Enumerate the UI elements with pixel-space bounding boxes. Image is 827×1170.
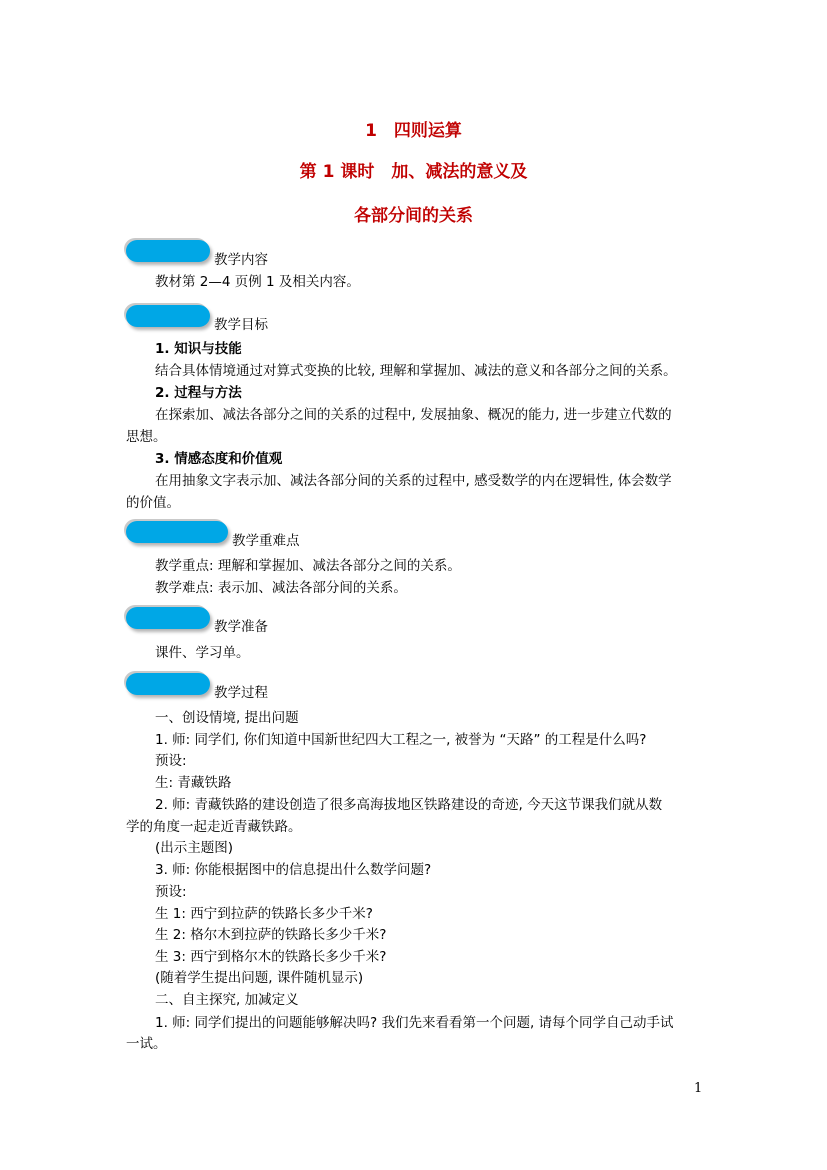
section-content bbox=[126, 240, 426, 270]
process-line: 2. 师: 青藏铁路的建设创造了很多高海拔地区铁路建设的奇迹, 今天这节课我们就从数 bbox=[155, 797, 663, 813]
goal-2-text: 在探索加、减法各部分之间的关系的过程中, 发展抽象、概况的能力, 进一步建立代数的 bbox=[155, 407, 672, 423]
process-line: 学的角度一起走近青藏铁路。 bbox=[126, 819, 302, 835]
section-goals bbox=[126, 305, 426, 335]
process-line: 1. 师: 同学们, 你们知道中国新世纪四大工程之一, 被誉为 “天路” 的工程是什么吗? bbox=[155, 732, 647, 748]
goal-3-text-cont: 的价值。 bbox=[126, 495, 180, 511]
section-keypoints bbox=[126, 521, 426, 551]
process-line: 生 3: 西宁到格尔木的铁路长多少千米? bbox=[155, 949, 387, 965]
process-line: 一试。 bbox=[126, 1036, 167, 1052]
section-label: 教学重难点 bbox=[232, 533, 300, 549]
goal-1-heading: 1. 知识与技能 bbox=[155, 341, 242, 357]
section-badge bbox=[126, 240, 210, 262]
section-badge bbox=[126, 673, 210, 695]
section-label: 教学过程 bbox=[214, 685, 268, 701]
process-line: 生 1: 西宁到拉萨的铁路长多少千米? bbox=[155, 906, 373, 922]
key-point: 教学重点: 理解和掌握加、减法各部分之间的关系。 bbox=[155, 558, 461, 574]
process-line: 3. 师: 你能根据图中的信息提出什么数学问题? bbox=[155, 862, 432, 878]
process-line: (出示主题图) bbox=[155, 840, 234, 856]
section-badge bbox=[126, 607, 210, 629]
goal-2-text-cont: 思想。 bbox=[126, 429, 167, 445]
prep-text: 课件、学习单。 bbox=[155, 645, 250, 661]
goal-2-heading: 2. 过程与方法 bbox=[155, 385, 242, 401]
goal-1-text: 结合具体情境通过对算式变换的比较, 理解和掌握加、减法的意义和各部分之间的关系。 bbox=[155, 363, 677, 379]
chapter-title: 1 四则运算 bbox=[365, 121, 462, 141]
process-line: 预设: bbox=[155, 884, 187, 900]
section-prep bbox=[126, 607, 426, 637]
process-line: (随着学生提出问题, 课件随机显示) bbox=[155, 970, 364, 986]
section-label: 教学准备 bbox=[214, 619, 268, 635]
process-line: 1. 师: 同学们提出的问题能够解决吗? 我们先来看看第一个问题, 请每个同学自己动手试 bbox=[155, 1015, 674, 1031]
process-line: 二、自主探究, 加减定义 bbox=[155, 992, 299, 1008]
process-line: 一、创设情境, 提出问题 bbox=[155, 710, 299, 726]
section-label: 教学目标 bbox=[214, 317, 268, 333]
page-number: 1 bbox=[694, 1081, 703, 1096]
section-badge bbox=[126, 305, 210, 327]
process-line: 生 2: 格尔木到拉萨的铁路长多少千米? bbox=[155, 927, 387, 943]
difficult-point: 教学难点: 表示加、减法各部分间的关系。 bbox=[155, 580, 407, 596]
section-badge bbox=[126, 521, 228, 543]
goal-3-heading: 3. 情感态度和价值观 bbox=[155, 451, 283, 467]
section-process bbox=[126, 673, 426, 703]
section-label: 教学内容 bbox=[214, 252, 268, 268]
lesson-title: 第 1 课时 加、减法的意义及 bbox=[299, 162, 528, 182]
process-line: 预设: bbox=[155, 753, 187, 769]
process-line: 生: 青藏铁路 bbox=[155, 775, 232, 791]
goal-3-text: 在用抽象文字表示加、减法各部分间的关系的过程中, 感受数学的内在逻辑性, 体会数学 bbox=[155, 473, 672, 489]
lesson-title-line2: 各部分间的关系 bbox=[354, 206, 473, 226]
content-text: 教材第 2—4 页例 1 及相关内容。 bbox=[155, 274, 360, 290]
